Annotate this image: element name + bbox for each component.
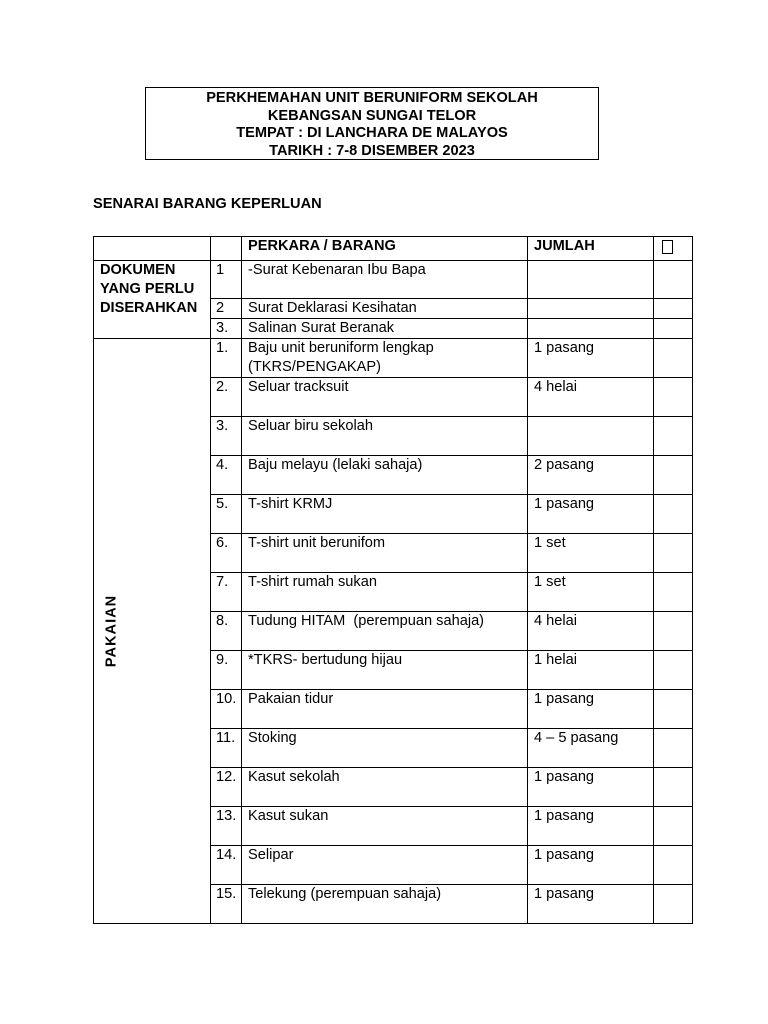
row-item: Pakaian tidur	[242, 690, 528, 729]
row-qty: 4 helai	[528, 612, 654, 651]
header-category-cell	[94, 237, 211, 261]
row-qty	[528, 299, 654, 319]
row-qty: 1 helai	[528, 651, 654, 690]
row-item: T-shirt KRMJ	[242, 495, 528, 534]
row-check-cell[interactable]	[654, 612, 693, 651]
row-qty: 1 pasang	[528, 690, 654, 729]
row-qty: 1 pasang	[528, 807, 654, 846]
category-pakaian-label: PAKAIAN	[103, 594, 120, 668]
row-item: Surat Deklarasi Kesihatan	[242, 299, 528, 319]
row-check-cell[interactable]	[654, 339, 693, 378]
row-item: T-shirt rumah sukan	[242, 573, 528, 612]
row-number: 3.	[211, 417, 242, 456]
row-item: -Surat Kebenaran Ibu Bapa	[242, 261, 528, 299]
row-number: 12.	[211, 768, 242, 807]
row-number: 14.	[211, 846, 242, 885]
row-number: 4.	[211, 456, 242, 495]
row-check-cell[interactable]	[654, 807, 693, 846]
row-item: Selipar	[242, 846, 528, 885]
row-number: 13.	[211, 807, 242, 846]
row-item: T-shirt unit berunifom	[242, 534, 528, 573]
row-qty: 4 helai	[528, 378, 654, 417]
row-check-cell[interactable]	[654, 729, 693, 768]
row-number: 7.	[211, 573, 242, 612]
header-item: PERKARA / BARANG	[242, 237, 528, 261]
row-qty	[528, 417, 654, 456]
row-item: Kasut sukan	[242, 807, 528, 846]
row-check-cell[interactable]	[654, 378, 693, 417]
row-check-cell[interactable]	[654, 846, 693, 885]
row-item-line-1: Baju unit beruniform lengkap	[248, 340, 434, 356]
row-number: 2	[211, 299, 242, 319]
row-check-cell[interactable]	[654, 319, 693, 339]
row-item: Seluar biru sekolah	[242, 417, 528, 456]
row-check-cell[interactable]	[654, 417, 693, 456]
category-dokumen	[94, 261, 211, 339]
category-dokumen-line-2: YANG PERLU	[100, 281, 195, 297]
row-item: Stoking	[242, 729, 528, 768]
row-number: 11.	[211, 729, 242, 768]
category-pakaian	[94, 339, 211, 924]
row-qty: 4 – 5 pasang	[528, 729, 654, 768]
row-check-cell[interactable]	[654, 261, 693, 299]
row-check-cell[interactable]	[654, 768, 693, 807]
row-number: 9.	[211, 651, 242, 690]
row-item: Salinan Surat Beranak	[242, 319, 528, 339]
table-header-row	[94, 237, 693, 261]
row-number: 1.	[211, 339, 242, 378]
header-check-cell	[654, 237, 693, 261]
row-check-cell[interactable]	[654, 456, 693, 495]
row-qty: 1 set	[528, 534, 654, 573]
row-check-cell[interactable]	[654, 651, 693, 690]
row-item: *TKRS- bertudung hijau	[242, 651, 528, 690]
row-check-cell[interactable]	[654, 495, 693, 534]
header-qty: JUMLAH	[528, 237, 654, 261]
row-check-cell[interactable]	[654, 534, 693, 573]
title-line-4: TARIKH : 7-8 DISEMBER 2023	[269, 142, 475, 159]
row-item: Seluar tracksuit	[242, 378, 528, 417]
row-item: Tudung HITAM (perempuan sahaja)	[242, 612, 528, 651]
row-qty: 1 pasang	[528, 885, 654, 924]
row-item-line-2: (TKRS/PENGAKAP)	[248, 359, 381, 375]
row-qty	[528, 319, 654, 339]
row-number: 5.	[211, 495, 242, 534]
row-item: Telekung (perempuan sahaja)	[242, 885, 528, 924]
title-line-3: TEMPAT : DI LANCHARA DE MALAYOS	[236, 125, 508, 141]
row-item: Baju melayu (lelaki sahaja)	[242, 456, 528, 495]
row-number: 1	[211, 261, 242, 299]
row-qty: 1 pasang	[528, 846, 654, 885]
header-number-cell	[211, 237, 242, 261]
table-row	[94, 261, 693, 299]
document-title-box	[145, 87, 599, 160]
row-qty: 2 pasang	[528, 456, 654, 495]
table-row	[94, 339, 693, 378]
title-line-1: PERKHEMAHAN UNIT BERUNIFORM SEKOLAH	[206, 90, 538, 106]
row-qty: 1 pasang	[528, 495, 654, 534]
checkbox-icon	[662, 240, 673, 254]
row-number: 6.	[211, 534, 242, 573]
row-qty: 1 pasang	[528, 768, 654, 807]
title-line-2: KEBANGSAN SUNGAI TELOR	[267, 107, 477, 124]
row-qty: 1 set	[528, 573, 654, 612]
category-dokumen-line-3: DISERAHKAN	[100, 300, 198, 316]
row-item	[242, 339, 528, 378]
row-number: 8.	[211, 612, 242, 651]
row-check-cell[interactable]	[654, 573, 693, 612]
category-dokumen-line-1: DOKUMEN	[100, 262, 176, 278]
row-qty: 1 pasang	[528, 339, 654, 378]
row-number: 15.	[211, 885, 242, 924]
items-table	[93, 236, 693, 924]
list-heading: SENARAI BARANG KEPERLUAN	[93, 196, 322, 212]
row-check-cell[interactable]	[654, 299, 693, 319]
row-number: 10.	[211, 690, 242, 729]
row-qty	[528, 261, 654, 299]
row-item: Kasut sekolah	[242, 768, 528, 807]
row-number: 2.	[211, 378, 242, 417]
row-check-cell[interactable]	[654, 690, 693, 729]
row-number: 3.	[211, 319, 242, 339]
row-check-cell[interactable]	[654, 885, 693, 924]
